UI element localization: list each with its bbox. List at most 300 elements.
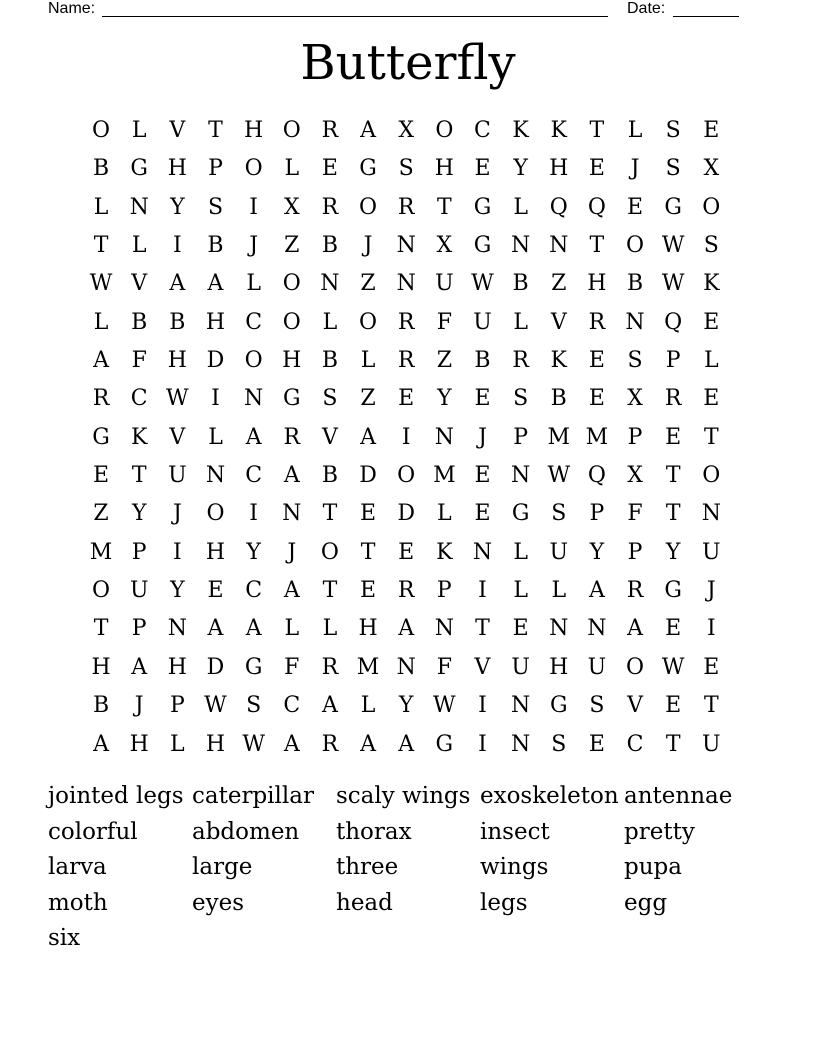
grid-letter: X [436,233,453,259]
grid-letter: V [474,654,491,680]
grid-letter: E [321,156,338,182]
grid-letter: C [474,118,491,143]
grid-letter: G [92,424,110,450]
grid-letter: U [511,654,530,680]
word-bank-item: eyes [192,889,245,916]
grid-letter: D [206,654,225,680]
grid-letter: A [360,731,376,757]
grid-letter: A [398,731,415,757]
grid-letter: S [398,156,414,182]
grid-letter: E [398,386,415,412]
grid-letter: E [588,386,605,412]
grid-letter: W [471,271,494,297]
grid-letter: E [207,578,224,604]
grid-letter: N [549,616,569,642]
grid-letter: G [359,156,377,182]
grid-row [82,112,730,150]
grid-letter: M [89,539,113,565]
grid-letter: R [397,348,415,374]
grid-letter: O [359,309,378,335]
grid-letter: H [244,118,264,143]
grid-letter: A [207,271,224,297]
grid-letter: O [282,309,301,335]
grid-letter: F [627,501,643,527]
grid-letter: O [702,463,721,489]
grid-letter: S [589,693,605,719]
grid-letter: I [249,501,258,527]
grid-row [82,265,730,303]
grid-letter: K [550,348,567,374]
grid-letter: I [478,731,487,757]
grid-letter: N [625,309,645,335]
grid-letter: H [549,156,569,182]
grid-letter: T [665,501,681,527]
grid-letter: M [547,424,571,450]
grid-letter: T [589,233,605,259]
grid-letter: N [396,233,416,259]
grid-letter: U [129,578,149,604]
grid-letter: P [627,539,643,565]
grid-letter: T [436,194,452,220]
grid-letter: W [89,271,113,297]
grid-letter: K [550,118,567,143]
grid-letter: S [665,156,681,182]
word-bank-item: caterpillar [192,783,314,809]
grid-letter: E [703,386,720,412]
grid-letter: G [130,156,148,182]
grid-letter: W [166,386,189,412]
grid-letter: L [131,118,147,143]
grid-letter: E [627,194,644,220]
grid-letter: P [589,501,605,527]
grid-letter: J [706,578,716,604]
word-bank-item: three [336,854,399,880]
grid-letter: L [246,271,261,297]
grid-letter: L [284,156,300,182]
grid-letter: T [703,693,719,719]
grid-letter: K [130,424,148,450]
grid-letter: E [512,616,529,642]
word-bank-item: pupa [624,854,682,880]
grid-letter: A [283,578,300,604]
grid-letter: T [131,463,147,489]
grid-letter: W [433,693,456,719]
grid-letter: H [205,309,226,335]
grid-letter: Y [665,539,681,565]
grid-letter: V [627,693,643,719]
grid-letter: E [474,501,491,527]
grid-row [82,649,730,687]
grid-letter: Q [664,309,683,335]
word-bank-item: pretty [624,818,695,845]
name-blank-line [102,0,608,17]
grid-letter: R [397,578,415,604]
grid-letter: T [208,118,223,143]
grid-letter: N [434,424,454,450]
grid-letter: H [205,539,226,565]
grid-letter: J [363,233,373,259]
grid-letter: I [249,194,258,220]
grid-row [82,189,730,227]
grid-letter: E [93,463,110,489]
word-bank-item: large [192,854,253,880]
grid-letter: R [626,578,644,604]
grid-letter: G [244,654,263,680]
grid-letter: M [585,424,609,450]
grid-letter: G [435,731,454,757]
grid-letter: N [510,731,531,757]
grid-letter: Y [437,386,452,412]
grid-letter: A [360,118,376,143]
grid-letter: A [245,616,262,642]
grid-letter: N [396,271,416,297]
grid-letter: L [208,424,223,450]
word-bank-item: exoskeleton [480,783,619,809]
grid-letter: A [283,463,300,489]
grid-letter: O [244,348,263,374]
grid-letter: L [93,309,109,335]
grid-letter: U [702,731,721,757]
grid-letter: N [282,501,302,527]
word-bank-item: insect [480,818,550,845]
page-title: Butterfly [300,35,516,91]
grid-letter: H [587,271,607,297]
grid-letter: O [92,578,111,604]
grid-letter: Y [131,501,147,527]
grid-letter: U [168,463,187,489]
grid-letter: N [472,539,493,565]
grid-letter: V [321,424,338,450]
grid-letter: U [435,271,454,297]
grid-row [82,457,730,495]
grid-letter: S [551,731,567,757]
grid-letter: W [242,731,265,757]
grid-letter: G [664,194,682,220]
grid-letter: P [513,424,529,450]
grid-letter: A [588,578,605,604]
grid-letter: H [167,654,187,680]
grid-row [82,227,730,265]
grid-letter: F [131,348,147,374]
grid-letter: J [249,233,259,259]
grid-letter: T [322,501,338,527]
grid-row [82,687,730,725]
grid-letter: I [478,693,487,719]
grid-letter: T [665,731,681,757]
grid-letter: Z [360,271,376,297]
grid-letter: R [321,654,339,680]
grid-letter: G [664,578,682,604]
word-bank [48,780,788,958]
grid-letter: W [661,654,685,680]
grid-letter: Z [551,271,567,297]
word-bank-item: egg [624,889,668,916]
grid-letter: K [512,118,529,143]
grid-letter: E [398,539,415,565]
grid-row [82,419,730,457]
grid-letter: I [173,539,182,565]
grid-letter: Y [398,693,414,719]
grid-letter: N [434,616,454,642]
grid-letter: O [626,654,645,680]
grid-letter: O [435,118,454,143]
grid-letter: B [626,271,644,297]
word-bank-item: legs [480,889,528,916]
grid-letter: N [167,616,187,642]
grid-letter: F [436,309,452,335]
grid-letter: U [702,539,721,565]
grid-letter: P [627,424,643,450]
grid-letter: K [436,539,453,565]
grid-letter: P [169,693,185,719]
word-bank-item: wings [480,854,549,880]
grid-letter: D [359,463,377,489]
grid-letter: P [131,616,147,642]
grid-letter: B [92,156,110,182]
grid-letter: O [320,539,339,565]
grid-letter: B [131,309,148,335]
grid-letter: Y [170,194,185,220]
grid-letter: Y [170,578,185,604]
grid-letter: R [512,348,529,374]
grid-letter: G [473,194,492,220]
word-bank-item: moth [48,889,108,916]
grid-row [82,726,730,764]
grid-letter: E [360,578,377,604]
grid-letter: A [207,616,224,642]
grid-letter: V [550,309,567,335]
grid-letter: E [474,386,491,412]
grid-letter: N [701,501,721,527]
grid-letter: C [245,463,263,489]
grid-letter: J [134,693,144,719]
grid-letter: S [207,194,224,220]
grid-letter: R [92,386,110,412]
grid-letter: Z [93,501,109,527]
grid-letter: W [661,271,685,297]
grid-letter: S [246,693,262,719]
grid-letter: M [433,463,456,489]
grid-letter: R [321,118,339,143]
date-label: Date: [627,0,666,17]
grid-letter: F [436,654,452,680]
grid-letter: X [703,156,720,182]
grid-letter: Q [587,463,606,489]
grid-letter: L [360,693,376,719]
date-blank-line [673,0,739,17]
grid-letter: O [282,118,301,143]
grid-letter: H [167,348,187,374]
grid-letter: E [588,348,605,374]
grid-letter: J [630,156,640,182]
grid-letter: L [627,118,643,143]
grid-letter: B [321,348,338,374]
grid-letter: D [206,348,225,374]
grid-letter: A [360,424,376,450]
grid-letter: X [627,463,643,489]
grid-letter: H [549,654,569,680]
grid-letter: O [702,194,721,220]
grid-letter: F [284,654,300,680]
grid-letter: L [551,578,567,604]
grid-letter: S [322,386,338,412]
grid-letter: L [170,731,185,757]
grid-letter: L [513,578,528,604]
grid-letter: Y [246,539,261,565]
grid-letter: E [588,731,605,757]
grid-letter: H [91,654,111,680]
word-bank-item: antennae [624,783,733,809]
grid-letter: E [665,424,682,450]
grid-letter: G [473,233,492,259]
grid-letter: N [244,386,264,412]
grid-letter: N [510,693,531,719]
grid-letter: O [282,271,301,297]
grid-letter: X [627,386,643,412]
grid-letter: L [513,194,528,220]
grid-letter: I [401,424,411,450]
grid-letter: T [589,118,605,143]
grid-letter: H [434,156,454,182]
grid-letter: X [283,194,300,220]
grid-row [82,380,730,418]
word-bank-item: larva [48,854,107,880]
grid-letter: Z [360,386,376,412]
grid-letter: N [510,233,531,259]
grid-row [82,572,730,610]
grid-letter: Y [589,539,605,565]
grid-letter: J [287,539,297,565]
grid-letter: A [131,654,148,680]
grid-row [82,495,730,533]
grid-letter: U [473,309,492,335]
grid-letter: C [626,731,644,757]
grid-letter: B [207,233,224,259]
grid-letter: E [703,654,720,680]
grid-letter: N [320,271,340,297]
grid-letter: T [93,233,109,259]
grid-letter: H [282,348,302,374]
grid-letter: E [703,309,720,335]
grid-letter: N [205,463,226,489]
grid-letter: C [283,693,301,719]
grid-letter: I [173,233,182,259]
grid-letter: W [204,693,227,719]
grid-letter: I [478,578,487,604]
grid-letter: O [206,501,225,527]
grid-letter: E [665,693,682,719]
grid-letter: N [587,616,607,642]
word-search-grid [82,112,730,764]
grid-letter: B [321,463,338,489]
grid-letter: V [131,271,148,297]
grid-row [82,610,730,648]
grid-letter: E [360,501,377,527]
grid-letter: S [551,501,567,527]
grid-letter: B [474,348,491,374]
word-bank-item: abdomen [192,818,300,845]
grid-letter: H [358,616,378,642]
name-label: Name: [48,0,96,17]
grid-letter: T [703,424,719,450]
grid-letter: O [92,118,111,143]
grid-letter: A [283,731,300,757]
grid-letter: G [511,501,530,527]
grid-letter: A [627,616,643,642]
grid-letter: J [172,501,182,527]
grid-letter: R [397,194,415,220]
grid-letter: H [167,156,187,182]
grid-letter: R [321,731,339,757]
grid-letter: R [664,386,682,412]
grid-letter: V [169,424,186,450]
grid-row [82,534,730,572]
grid-letter: E [474,156,491,182]
grid-letter: S [703,233,719,259]
grid-letter: P [665,348,681,374]
grid-letter: H [129,731,149,757]
grid-letter: T [360,539,376,565]
grid-letter: G [282,386,301,412]
grid-letter: N [396,654,416,680]
grid-letter: A [245,424,262,450]
grid-letter: X [398,118,415,143]
grid-letter: I [706,616,716,642]
grid-letter: E [474,463,491,489]
word-bank-item: scaly wings [336,783,471,809]
grid-letter: P [208,156,223,182]
grid-letter: W [547,463,571,489]
grid-letter: E [588,156,605,182]
grid-letter: N [129,194,149,220]
grid-letter: M [356,654,380,680]
grid-letter: A [93,348,110,374]
grid-letter: Z [436,348,452,374]
grid-letter: A [169,271,186,297]
grid-row [82,150,730,188]
grid-letter: Q [587,194,606,220]
worksheet-header [0,0,816,20]
grid-letter: B [321,233,338,259]
grid-letter: B [169,309,186,335]
grid-letter: C [245,309,263,335]
grid-letter: L [322,616,338,642]
grid-letter: O [626,233,645,259]
grid-letter: S [627,348,643,374]
grid-letter: P [436,578,452,604]
grid-letter: L [131,233,147,259]
grid-letter: Y [513,156,528,182]
grid-letter: R [321,194,339,220]
grid-letter: O [244,156,263,182]
grid-letter: V [169,118,186,143]
grid-letter: T [322,578,338,604]
grid-letter: R [588,309,606,335]
grid-letter: T [475,616,490,642]
grid-letter: I [211,386,220,412]
grid-letter: N [549,233,569,259]
grid-letter: E [665,616,682,642]
word-bank-item: six [48,925,81,951]
grid-letter: L [513,539,528,565]
grid-letter: H [205,731,226,757]
word-bank-item: colorful [48,818,138,845]
grid-letter: O [359,194,378,220]
grid-letter: E [703,118,720,143]
grid-letter: L [93,194,109,220]
grid-letter: L [437,501,452,527]
grid-letter: B [512,271,529,297]
